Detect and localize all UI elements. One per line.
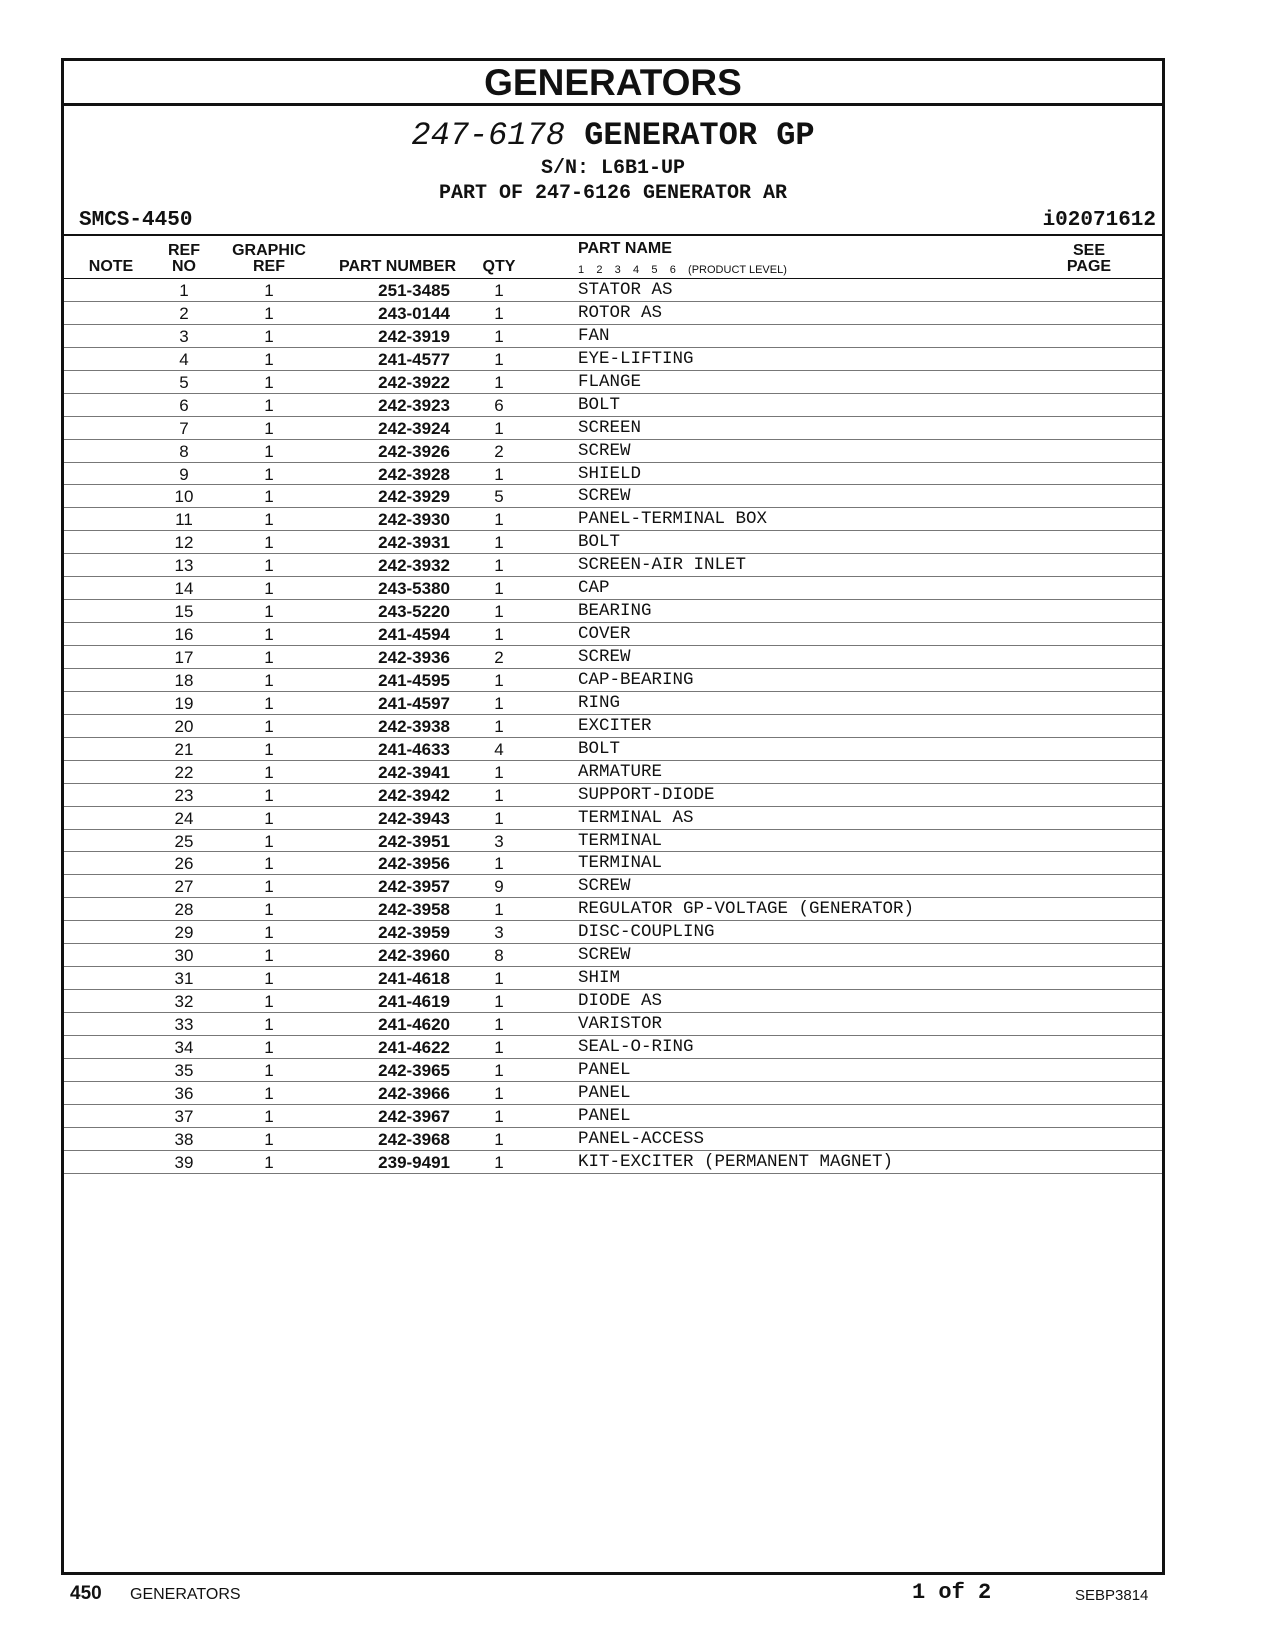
- part-number-cell: 242-3951: [378, 831, 450, 851]
- footer-section: GENERATORS: [130, 1586, 241, 1603]
- col-qty: QTY: [482, 258, 516, 275]
- part-name-cell: DISC-COUPLING: [578, 922, 715, 943]
- footer-page-of: 1 of 2: [912, 1580, 992, 1605]
- qty-cell: 1: [494, 992, 504, 1012]
- graphic-ref-cell: 1: [264, 877, 274, 897]
- col-see-bottom: PAGE: [1066, 258, 1112, 275]
- part-name-cell: SHIM: [578, 968, 621, 989]
- qty-cell: 1: [494, 533, 504, 553]
- qty-cell: 2: [494, 441, 504, 461]
- qty-cell: 1: [494, 556, 504, 576]
- ref-no-cell: 22: [174, 762, 194, 782]
- part-number-cell: 242-3960: [378, 946, 450, 966]
- col-graphic-top: GRAPHIC: [232, 242, 306, 259]
- graphic-ref-cell: 1: [264, 533, 274, 553]
- part-number-cell: 242-3922: [378, 372, 450, 392]
- ref-no-cell: 24: [174, 808, 194, 828]
- smcs-code: SMCS-4450: [79, 209, 193, 232]
- qty-cell: 9: [494, 877, 504, 897]
- table-row: [64, 715, 1162, 738]
- table-row: [64, 1036, 1162, 1059]
- part-number-cell: 241-4618: [378, 969, 450, 989]
- table-row: [64, 440, 1162, 463]
- qty-cell: 1: [494, 1015, 504, 1034]
- qty-cell: 1: [494, 1060, 504, 1080]
- graphic-ref-cell: 1: [264, 418, 274, 438]
- part-name-cell: CAP-BEARING: [578, 669, 694, 690]
- graphic-ref-cell: 1: [264, 1152, 274, 1172]
- part-name-cell: BEARING: [578, 601, 652, 622]
- qty-cell: 1: [494, 418, 504, 438]
- parts-list-frame: [61, 58, 1165, 1575]
- graphic-ref-cell: 1: [264, 1037, 274, 1057]
- table-row: [64, 898, 1162, 921]
- part-number-cell: 241-4594: [378, 625, 450, 645]
- ref-no-cell: 14: [174, 579, 194, 599]
- part-number-cell: 242-3956: [378, 854, 450, 874]
- table-row: [64, 325, 1162, 348]
- part-name-cell: ROTOR AS: [578, 302, 663, 323]
- part-name-cell: PANEL: [578, 1059, 631, 1080]
- footer-doc-id: SEBP3814: [1075, 1587, 1149, 1604]
- graphic-ref-cell: 1: [264, 625, 274, 645]
- graphic-ref-cell: 1: [264, 1106, 274, 1126]
- qty-cell: 8: [494, 946, 504, 966]
- footer-page-number: 450: [70, 1583, 102, 1604]
- graphic-ref-cell: 1: [264, 326, 274, 346]
- qty-cell: 1: [494, 303, 504, 323]
- part-number-cell: 242-3967: [378, 1106, 450, 1126]
- part-number-cell: 242-3965: [378, 1060, 450, 1080]
- table-row: [64, 508, 1162, 531]
- qty-cell: 1: [494, 602, 504, 622]
- part-name-cell: BOLT: [578, 738, 621, 759]
- ref-no-cell: 23: [174, 785, 194, 805]
- graphic-ref-cell: 1: [264, 762, 274, 782]
- part-number-cell: 243-5220: [378, 602, 450, 622]
- part-name-cell: TERMINAL: [578, 830, 663, 851]
- graphic-ref-cell: 1: [264, 670, 274, 690]
- ref-no-cell: 30: [174, 946, 194, 966]
- part-name-cell: SCREW: [578, 647, 631, 667]
- table-row: [64, 1082, 1162, 1105]
- col-graphic-bottom: REF: [253, 258, 285, 275]
- table-row: [64, 967, 1162, 990]
- qty-cell: 1: [494, 464, 504, 484]
- ref-no-cell: 2: [179, 303, 189, 323]
- ref-no-cell: 8: [179, 441, 189, 461]
- graphic-ref-cell: 1: [264, 648, 274, 667]
- ref-no-cell: 33: [174, 1015, 194, 1034]
- table-row: [64, 417, 1162, 440]
- ref-no-cell: 15: [174, 602, 194, 622]
- qty-cell: 1: [494, 969, 504, 989]
- part-number-cell: 242-3942: [378, 785, 450, 805]
- part-name-cell: DIODE AS: [578, 991, 663, 1012]
- group-name: GENERATOR GP: [584, 117, 815, 154]
- graphic-ref-cell: 1: [264, 831, 274, 851]
- ref-no-cell: 13: [174, 556, 194, 576]
- ref-no-cell: 16: [174, 625, 194, 645]
- ref-no-cell: 35: [174, 1060, 194, 1080]
- table-row: [64, 623, 1162, 646]
- group-part-number: 247-6178: [411, 117, 565, 154]
- part-name-cell: ARMATURE: [578, 761, 663, 782]
- qty-cell: 1: [494, 349, 504, 369]
- part-number-cell: 242-3926: [378, 441, 450, 461]
- ref-no-cell: 9: [179, 464, 189, 484]
- part-name-cell: VARISTOR: [578, 1014, 663, 1034]
- part-number-cell: 241-4633: [378, 739, 450, 759]
- graphic-ref-cell: 1: [264, 739, 274, 759]
- table-row: [64, 531, 1162, 554]
- graphic-ref-cell: 1: [264, 303, 274, 323]
- ref-no-cell: 11: [175, 510, 193, 530]
- part-name-cell: PANEL: [578, 1105, 631, 1126]
- part-name-cell: BOLT: [578, 394, 621, 415]
- ref-no-cell: 32: [174, 992, 194, 1012]
- qty-cell: 1: [494, 1129, 504, 1149]
- ref-no-cell: 5: [179, 372, 189, 392]
- ref-no-cell: 31: [174, 969, 194, 989]
- part-of-line: PART OF 247-6126 GENERATOR AR: [438, 182, 788, 205]
- part-name-cell: CAP: [578, 578, 610, 599]
- group-title: [64, 116, 1162, 156]
- qty-cell: 1: [494, 1083, 504, 1103]
- col-note: NOTE: [88, 258, 134, 275]
- table-row: [64, 990, 1162, 1013]
- part-name-cell: STATOR AS: [578, 280, 673, 300]
- ref-no-cell: 4: [179, 349, 189, 369]
- table-row: [64, 921, 1162, 944]
- table-row: [64, 554, 1162, 577]
- table-row: [64, 1013, 1162, 1036]
- ref-no-cell: 12: [174, 533, 194, 553]
- part-name-cell: EXCITER: [578, 715, 652, 736]
- graphic-ref-cell: 1: [264, 716, 274, 736]
- part-name-cell: SCREW: [578, 440, 631, 461]
- table-row: [64, 669, 1162, 692]
- qty-cell: 1: [494, 326, 504, 346]
- table-row: [64, 1128, 1162, 1151]
- table-row: [64, 485, 1162, 508]
- header-top-rule: [64, 234, 1162, 236]
- qty-cell: 2: [494, 648, 504, 667]
- table-row: [64, 1151, 1162, 1174]
- graphic-ref-cell: 1: [264, 808, 274, 828]
- qty-cell: 1: [494, 281, 504, 300]
- graphic-ref-cell: 1: [264, 395, 274, 415]
- qty-cell: 1: [494, 625, 504, 645]
- part-name-cell: SEAL-O-RING: [578, 1036, 694, 1057]
- col-part-number: PART NUMBER: [338, 258, 456, 275]
- table-row: [64, 371, 1162, 394]
- table-row: [64, 302, 1162, 325]
- part-name-cell: FAN: [578, 325, 610, 346]
- table-row: [64, 692, 1162, 715]
- part-number-cell: 241-4620: [378, 1015, 450, 1034]
- qty-cell: 5: [494, 487, 504, 507]
- table-row: [64, 1105, 1162, 1128]
- graphic-ref-cell: 1: [264, 602, 274, 622]
- table-row: [64, 807, 1162, 830]
- ref-no-cell: 19: [174, 693, 194, 713]
- ref-no-cell: 37: [174, 1106, 194, 1126]
- table-row: [64, 784, 1162, 807]
- table-row: [64, 1059, 1162, 1082]
- graphic-ref-cell: 1: [264, 1129, 274, 1149]
- graphic-ref-cell: 1: [264, 946, 274, 966]
- table-row: [64, 646, 1162, 669]
- part-number-cell: 251-3485: [378, 281, 450, 300]
- part-name-cell: SHIELD: [578, 463, 642, 484]
- ref-no-cell: 26: [174, 854, 194, 874]
- part-name-cell: COVER: [578, 624, 631, 645]
- table-row: [64, 279, 1162, 302]
- graphic-ref-cell: 1: [264, 441, 274, 461]
- graphic-ref-cell: 1: [264, 785, 274, 805]
- part-name-cell: SCREEN: [578, 417, 642, 438]
- part-number-cell: 242-3966: [378, 1083, 450, 1103]
- part-number-cell: 241-4577: [378, 349, 450, 369]
- part-name-cell: KIT-EXCITER (PERMANENT MAGNET): [578, 1151, 894, 1172]
- graphic-ref-cell: 1: [264, 464, 274, 484]
- part-name-cell: SUPPORT-DIODE: [578, 784, 715, 805]
- qty-cell: 1: [494, 670, 504, 690]
- part-number-cell: 242-3929: [378, 487, 450, 507]
- table-row: [64, 463, 1162, 486]
- part-number-cell: 239-9491: [378, 1152, 450, 1172]
- part-number-cell: 242-3958: [378, 900, 450, 920]
- table-row: [64, 348, 1162, 371]
- table-row: [64, 577, 1162, 600]
- qty-cell: 3: [494, 923, 504, 943]
- part-number-cell: 242-3943: [378, 808, 450, 828]
- table-row: [64, 852, 1162, 875]
- illustration-id: i02071612: [1042, 209, 1156, 232]
- part-name-cell: SCREEN-AIR INLET: [578, 555, 747, 576]
- table-row: [64, 875, 1162, 898]
- graphic-ref-cell: 1: [264, 969, 274, 989]
- part-number-cell: 242-3931: [378, 533, 450, 553]
- qty-cell: 1: [494, 716, 504, 736]
- qty-cell: 1: [494, 1152, 504, 1172]
- graphic-ref-cell: 1: [264, 281, 274, 300]
- ref-no-cell: 6: [179, 395, 189, 415]
- part-number-cell: 241-4597: [378, 693, 450, 713]
- ref-no-cell: 21: [174, 739, 194, 759]
- graphic-ref-cell: 1: [264, 854, 274, 874]
- part-number-cell: 242-3924: [378, 418, 450, 438]
- table-row: [64, 944, 1162, 967]
- ref-no-cell: 27: [174, 877, 194, 897]
- ref-no-cell: 17: [174, 648, 194, 667]
- product-levels: 1 2 3 4 5 6 (PRODUCT LEVEL): [578, 264, 787, 276]
- part-number-cell: 242-3959: [378, 923, 450, 943]
- graphic-ref-cell: 1: [264, 992, 274, 1012]
- qty-cell: 1: [494, 372, 504, 392]
- part-number-cell: 242-3923: [378, 395, 450, 415]
- part-name-cell: BOLT: [578, 532, 621, 553]
- table-row: [64, 600, 1162, 623]
- qty-cell: 1: [494, 854, 504, 874]
- graphic-ref-cell: 1: [264, 372, 274, 392]
- col-see-top: SEE: [1072, 242, 1105, 259]
- part-name-cell: PANEL-ACCESS: [578, 1128, 705, 1149]
- section-banner: GENERATORS: [64, 61, 1162, 106]
- qty-cell: 1: [494, 1037, 504, 1057]
- ref-no-cell: 20: [174, 716, 194, 736]
- qty-cell: 3: [494, 831, 504, 851]
- graphic-ref-cell: 1: [264, 487, 274, 507]
- part-name-cell: FLANGE: [578, 371, 642, 392]
- part-number-cell: 242-3919: [378, 326, 450, 346]
- part-name-cell: TERMINAL AS: [578, 807, 694, 828]
- col-ref-bottom: NO: [172, 258, 196, 275]
- qty-cell: 1: [494, 693, 504, 713]
- ref-no-cell: 7: [179, 418, 189, 438]
- graphic-ref-cell: 1: [264, 579, 274, 599]
- graphic-ref-cell: 1: [264, 693, 274, 713]
- ref-no-cell: 10: [174, 487, 194, 507]
- graphic-ref-cell: 1: [264, 1060, 274, 1080]
- part-number-cell: 242-3928: [378, 464, 450, 484]
- part-number-cell: 242-3968: [378, 1129, 450, 1149]
- graphic-ref-cell: 1: [264, 556, 274, 576]
- ref-no-cell: 29: [174, 923, 194, 943]
- table-row: [64, 394, 1162, 417]
- part-name-cell: SCREW: [578, 945, 631, 966]
- qty-cell: 1: [494, 579, 504, 599]
- part-number-cell: 242-3938: [378, 716, 450, 736]
- ref-no-cell: 39: [174, 1152, 194, 1172]
- ref-no-cell: 25: [174, 831, 194, 851]
- qty-cell: 1: [494, 510, 504, 530]
- graphic-ref-cell: 1: [264, 923, 274, 943]
- qty-cell: 1: [494, 785, 504, 805]
- part-number-cell: 243-0144: [378, 303, 450, 323]
- table-row: [64, 761, 1162, 784]
- col-part-name: PART NAME: [578, 240, 672, 257]
- qty-cell: 4: [494, 739, 504, 759]
- ref-no-cell: 34: [174, 1037, 194, 1057]
- part-name-cell: TERMINAL: [578, 853, 663, 874]
- part-name-cell: PANEL-TERMINAL BOX: [578, 509, 768, 530]
- table-row: [64, 738, 1162, 761]
- part-number-cell: 242-3941: [378, 762, 450, 782]
- part-name-cell: SCREW: [578, 876, 631, 897]
- table-row: [64, 830, 1162, 853]
- graphic-ref-cell: 1: [264, 1015, 274, 1034]
- part-number-cell: 241-4622: [378, 1037, 450, 1057]
- part-name-cell: SCREW: [578, 486, 631, 507]
- part-name-cell: RING: [578, 692, 621, 713]
- part-number-cell: 242-3930: [378, 510, 450, 530]
- qty-cell: 1: [494, 762, 504, 782]
- part-number-cell: 242-3932: [378, 556, 450, 576]
- graphic-ref-cell: 1: [264, 510, 274, 530]
- qty-cell: 1: [494, 1106, 504, 1126]
- part-number-cell: 241-4619: [378, 992, 450, 1012]
- serial-number: S/N: L6B1-UP: [540, 157, 686, 180]
- graphic-ref-cell: 1: [264, 900, 274, 920]
- qty-cell: 6: [494, 395, 504, 415]
- part-name-cell: PANEL: [578, 1082, 631, 1103]
- part-number-cell: 241-4595: [378, 670, 450, 690]
- part-number-cell: 243-5380: [378, 579, 450, 599]
- part-name-cell: EYE-LIFTING: [578, 348, 694, 369]
- qty-cell: 1: [494, 808, 504, 828]
- ref-no-cell: 28: [174, 900, 194, 920]
- ref-no-cell: 18: [174, 670, 194, 690]
- qty-cell: 1: [494, 900, 504, 920]
- ref-no-cell: 3: [179, 326, 189, 346]
- graphic-ref-cell: 1: [264, 349, 274, 369]
- part-name-cell: REGULATOR GP-VOLTAGE (GENERATOR): [578, 899, 915, 920]
- part-number-cell: 242-3957: [378, 877, 450, 897]
- parts-table: [64, 279, 1162, 1174]
- ref-no-cell: 1: [179, 281, 189, 300]
- part-number-cell: 242-3936: [378, 648, 450, 667]
- graphic-ref-cell: 1: [264, 1083, 274, 1103]
- col-ref-top: REF: [168, 242, 200, 259]
- ref-no-cell: 38: [174, 1129, 194, 1149]
- ref-no-cell: 36: [174, 1083, 194, 1103]
